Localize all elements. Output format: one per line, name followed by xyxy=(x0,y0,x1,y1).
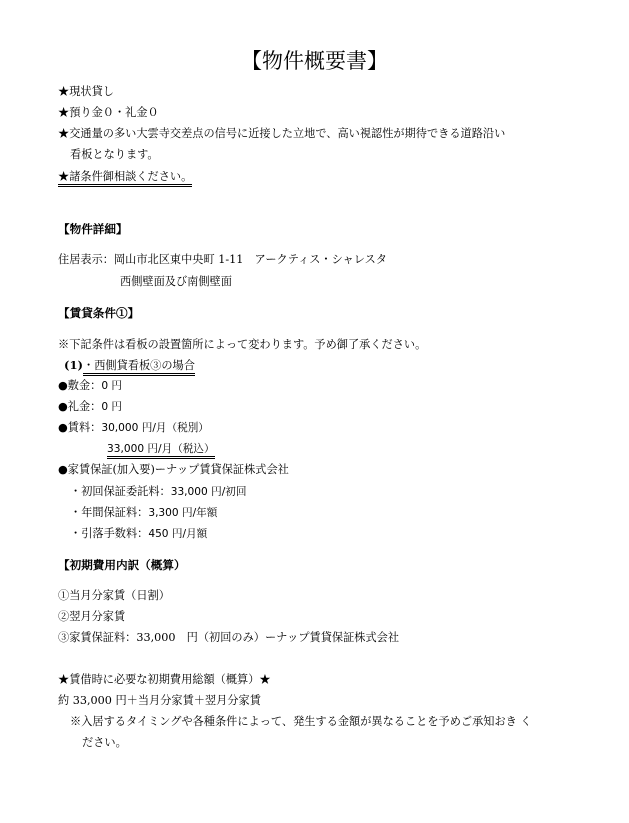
guarantee-fee-value: 450 円/月額 xyxy=(148,528,208,540)
guarantee-row: ●家賃保証(加入要)ーナップ賃貸保証株式会社 xyxy=(58,463,289,476)
guarantee-initial-value: 33,000 円/初回 xyxy=(170,486,247,498)
address-row xyxy=(58,253,387,267)
key-money-label: ●礼金： xyxy=(58,400,102,413)
total-note: ※入居するタイミングや各種条件によって、発生する金額が異なることを予めご承知おき く xyxy=(70,715,532,728)
initial-item-guarantee-label: ③家賃保証料： xyxy=(58,631,137,644)
rent-incl-tax: 33,000 円/月（税込） xyxy=(107,443,215,459)
deposit-value: 0 円 xyxy=(101,380,123,392)
consult-text: ★諸条件御相談ください。 xyxy=(58,170,192,187)
key-money-row xyxy=(58,400,122,414)
rent-excl-tax: 30,000 円/月（税別） xyxy=(101,422,209,434)
address-sub: 西側壁面及び南側壁面 xyxy=(120,275,232,288)
guarantee-annual-label: ・年間保証料： xyxy=(70,506,149,519)
intro-line-location-cont: 看板となります。 xyxy=(70,148,159,161)
rent-incl-tax-row xyxy=(107,442,215,456)
guarantee-fee-row xyxy=(70,527,207,541)
initial-item-next-rent: ②翌月分家賃 xyxy=(58,610,126,623)
guarantee-initial-row xyxy=(70,485,247,499)
case-label: ・西側貸看板③の場合 xyxy=(83,359,195,376)
initial-item-current-rent: ①当月分家賃（日割） xyxy=(58,589,170,602)
guarantee-initial-label: ・初回保証委託料： xyxy=(70,485,171,498)
key-money-value: 0 円 xyxy=(101,401,123,413)
section-heading-initial-costs: 【初期費用内訳（概算） xyxy=(58,558,186,572)
initial-item-guarantee-row xyxy=(58,631,399,645)
total-note-cont: ださい。 xyxy=(82,736,127,749)
lease-case-row xyxy=(64,358,195,373)
case-number: (1) xyxy=(64,358,84,372)
address-label: 住居表示： xyxy=(58,253,114,266)
guarantee-annual-row xyxy=(70,506,217,520)
intro-line-deposit: ★預り金０・礼金０ xyxy=(58,106,159,119)
rent-row xyxy=(58,421,209,435)
address-value: 岡山市北区東中央町 1-11 アークティス・シャレスタ xyxy=(113,253,387,266)
total-amount: 約 33,000 円＋当月分家賃＋翌月分家賃 xyxy=(58,694,261,707)
guarantee-fee-label: ・引落手数料： xyxy=(70,527,149,540)
section-heading-detail: 【物件詳細】 xyxy=(58,222,128,236)
initial-item-guarantee-value: 33,000 円（初回のみ）ーナップ賃貸保証株式会社 xyxy=(136,631,400,644)
deposit-label: ●敷金： xyxy=(58,379,102,392)
intro-line-location: ★交通量の多い大雲寺交差点の信号に近接した立地で、高い視認性が期待できる道路沿い xyxy=(58,127,506,140)
lease-note: ※下記条件は看板の設置箇所によって変わります。予め御了承ください。 xyxy=(58,338,427,351)
document-title: 【物件概要書】 xyxy=(241,49,388,73)
intro-line-consult xyxy=(58,170,192,184)
section-heading-lease: 【賃貸条件①】 xyxy=(58,306,140,320)
total-heading: ★賃借時に必要な初期費用総額（概算）★ xyxy=(58,673,271,686)
intro-line-current-state: ★現状貸し xyxy=(58,85,114,98)
deposit-row xyxy=(58,379,122,393)
guarantee-annual-value: 3,300 円/年額 xyxy=(148,507,218,519)
rent-label: ●賃料： xyxy=(58,421,102,434)
